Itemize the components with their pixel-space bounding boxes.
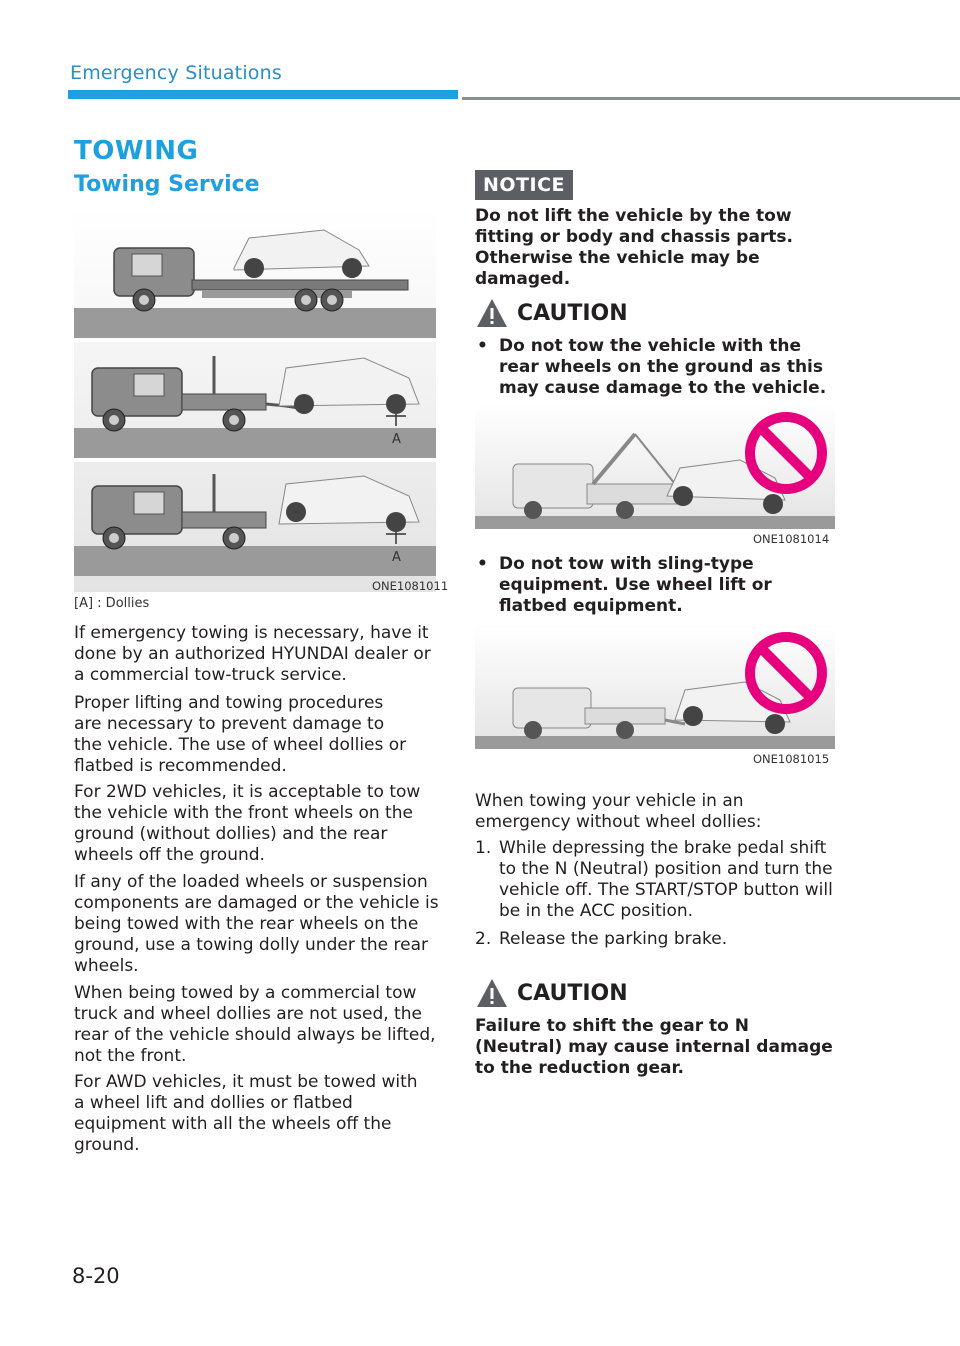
caution-header [475, 296, 628, 330]
paragraph: If any of the loaded wheels or suspension components are damaged or the vehicle is being towed with the rear wheels on the ground, use a towing dolly under the rear wheels. [74, 872, 439, 976]
towing-methods-illustration [74, 208, 436, 592]
figure-code: ONE1081014 [753, 532, 830, 546]
paragraph: When being towed by a commercial tow truck and wheel dollies are not used, the rear of the vehicle should always be lifted, not the front. [74, 983, 436, 1066]
step-number: 2. [475, 929, 492, 949]
notice-badge: NOTICE [475, 170, 573, 200]
notice-text: Do not lift the vehicle by the tow fitting or body and chassis parts. Otherwise the vehicle may be damaged. [475, 206, 794, 289]
header-rule-accent [68, 90, 458, 99]
wheel-lift-dollies-scene-2 [92, 474, 419, 549]
procedure-step [475, 838, 835, 922]
header-rule [462, 97, 960, 100]
paragraph: For 2WD vehicles, it is acceptable to tow the vehicle with the front wheels on the ground (without dollies) and the rear wheels off the ground. [74, 782, 421, 865]
section-subtitle: Towing Service [74, 172, 260, 197]
prohibited-sign-icon [743, 410, 829, 496]
caution-label: CAUTION [517, 980, 628, 1006]
wheel-lift-dollies-scene [92, 356, 419, 431]
figure-code: ONE1081015 [753, 752, 830, 766]
caution-bullet: • Do not tow with sling-type equipment. Use wheel lift or flatbed equipment. [475, 554, 835, 617]
page-number: 8-20 [72, 1264, 120, 1288]
towing-methods-figure [74, 208, 436, 592]
step-number: 1. [475, 838, 492, 858]
warning-triangle-icon [475, 977, 509, 1009]
dolly-marker-a-2: A [392, 550, 401, 565]
section-header: Emergency Situations [70, 62, 282, 84]
caution-text: Failure to shift the gear to N (Neutral) may cause internal damage to the reduction gear. [475, 1016, 833, 1078]
caution-label: CAUTION [517, 300, 628, 326]
prohibited-sign-icon [743, 630, 829, 716]
warning-triangle-icon [475, 297, 509, 329]
paragraph: If emergency towing is necessary, have it done by an authorized HYUNDAI dealer or a commercial tow-truck service. [74, 623, 431, 685]
step-text: While depressing the brake pedal shift to the N (Neutral) position and turn the vehicle off. The START/STOP button will be in the ACC position. [499, 838, 833, 921]
figure-caption: [A] : Dollies [74, 596, 150, 611]
paragraph: For AWD vehicles, it must be towed with a wheel lift and dollies or flatbed equipment with all the wheels off the ground. [74, 1072, 418, 1155]
page-title: TOWING [74, 136, 199, 166]
step-text: Release the parking brake. [499, 929, 728, 949]
dolly-marker-a: A [392, 432, 401, 447]
procedure-step [475, 929, 835, 950]
paragraph: Proper lifting and towing procedures are necessary to prevent damage to the vehicle. The use of wheel dollies or flatbed is recommended. [74, 693, 407, 776]
caution-bullet: • Do not tow the vehicle with the rear wheels on the ground as this may cause damage to the vehicle. [475, 336, 835, 399]
flatbed-truck-scene [114, 230, 408, 311]
prohibited-sling-figure [475, 624, 835, 749]
procedure-intro: When towing your vehicle in an emergency without wheel dollies: [475, 791, 762, 832]
figure-code: ONE1081011 [372, 579, 449, 593]
caution-header [475, 976, 628, 1010]
prohibited-rear-wheels-figure [475, 404, 835, 529]
